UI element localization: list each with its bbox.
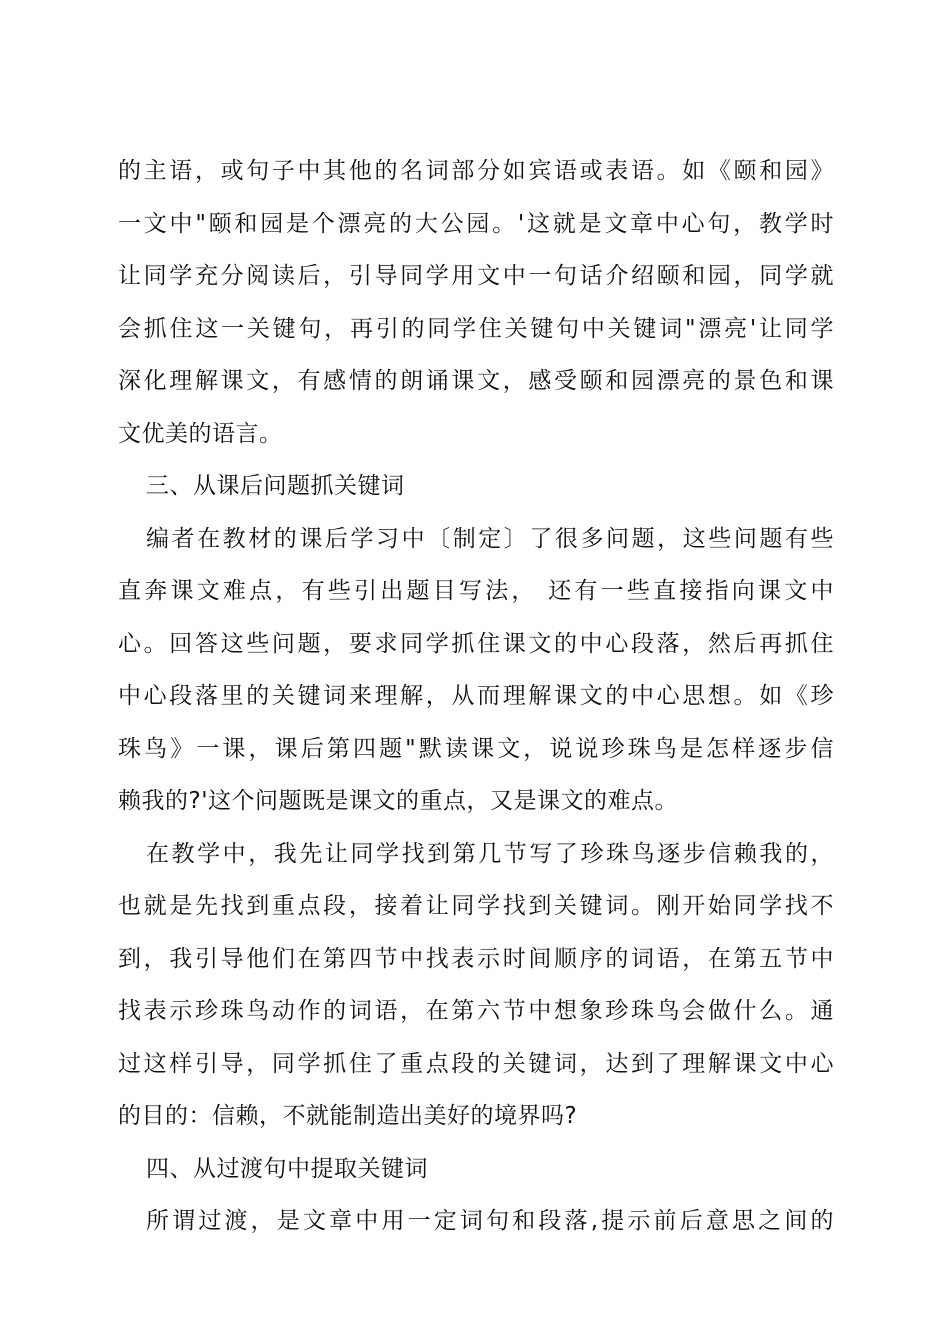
text-line: 到，我引导他们在第四节中找表示时间顺序的词语，在第五节中 [118, 945, 834, 972]
text-line: 赖我的?'这个问题既是课文的重点，又是课文的难点。 [118, 788, 679, 814]
text-line: 让同学充分阅读后，引导同学用文中一句话介绍颐和园，同学就 [118, 263, 834, 289]
text-line: 编者在教材的课后学习中〔制定〕了很多问题，这些问题有些 [146, 525, 834, 552]
text-line: 也就是先找到重点段，接着让同学找到关键词。刚开始同学找不 [118, 893, 834, 919]
section-heading: 三、从课后问题抓关键词 [146, 473, 405, 499]
text-line: 在教学中，我先让同学找到第几节写了珍珠鸟逐步信赖我的， [146, 840, 834, 867]
text-line: 所谓过渡，是文章中用一定词句和段落,提示前后意思之间的 [146, 1208, 834, 1234]
section-heading: 四、从过渡句中提取关键词 [146, 1155, 428, 1182]
text-line: 一文中"颐和园是个漂亮的大公园。'这就是文章中心句，教学时 [118, 210, 834, 237]
text-line: 的目的：信赖，不就能制造出美好的境界吗? [118, 1103, 578, 1129]
text-line: 直奔课文难点，有些引出题目写法， 还有一些直接指向课文中 [118, 578, 834, 604]
text-line: 会抓住这一关键句，再引的同学住关键句中关键词"漂亮'让同学 [118, 315, 834, 342]
text-line: 的主语，或句子中其他的名词部分如宾语或表语。如《颐和园》 [118, 158, 834, 184]
text-line: 文优美的语言。 [118, 420, 283, 447]
text-line: 珠鸟》一课，课后第四题"默读课文，说说珍珠鸟是怎样逐步信 [118, 735, 834, 762]
text-line: 深化理解课文，有感情的朗诵课文，感受颐和园漂亮的景色和课 [118, 368, 834, 394]
document-body [118, 145, 834, 1248]
text-line: 心。回答这些问题，要求同学抓住课文的中心段落，然后再抓住 [118, 630, 834, 657]
text-line: 找表示珍珠鸟动作的词语，在第六节中想象珍珠鸟会做什么。通 [118, 998, 834, 1024]
text-line: 中心段落里的关键词来理解，从而理解课文的中心思想。如《珍 [118, 683, 834, 709]
text-line: 过这样引导，同学抓住了重点段的关键词，达到了理解课文中心 [118, 1050, 834, 1077]
